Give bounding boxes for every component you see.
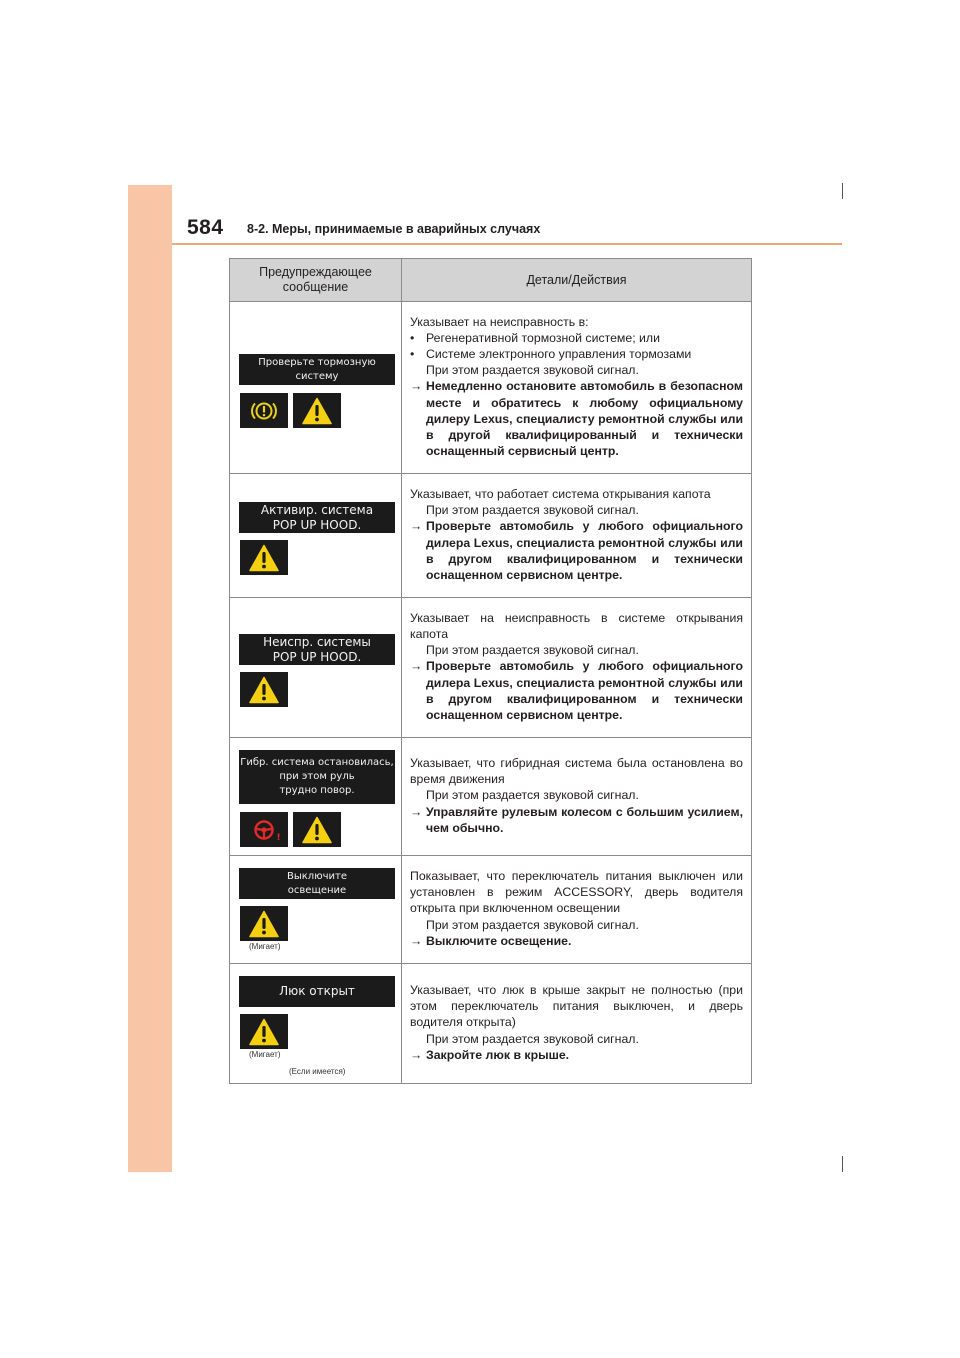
warning-visual-cell <box>230 964 402 1084</box>
desc-action: → Выключите освещение. <box>410 933 743 949</box>
warning-details-cell <box>402 964 752 1084</box>
table-row <box>230 474 752 598</box>
warning-visual-cell <box>230 302 402 474</box>
display-message-hybrid-stopped: Гибр. система остановилась, при этом руль трудно повор. <box>239 750 395 804</box>
desc-action: → Проверьте автомобиль у любого официального дилера Lexus, специалиста ремонтной службы или в другом квалифицированном и технически оснащенном сервисном центре. <box>410 518 743 583</box>
table-row <box>230 598 752 738</box>
blink-caption: (Мигает) <box>249 942 281 951</box>
table-row <box>230 738 752 856</box>
table-row <box>230 964 752 1084</box>
desc-action: → Закройте люк в крыше. <box>410 1047 743 1063</box>
warning-message-table <box>229 258 752 1084</box>
desc-note: При этом раздается звуковой сигнал. <box>426 363 639 378</box>
header-rule <box>172 243 842 245</box>
desc-note: При этом раздается звуковой сигнал. <box>426 917 639 932</box>
desc-note: При этом раздается звуковой сигнал. <box>426 1031 639 1046</box>
master-warning-icon <box>240 906 288 941</box>
desc-action: → Управляйте рулевым колесом с большим усилием, чем обычно. <box>410 804 743 836</box>
warning-visual-cell <box>230 474 402 598</box>
table-header-row <box>230 259 752 302</box>
display-message-brake: Проверьте тормозную систему <box>239 354 395 385</box>
desc-line: Указывает на неисправность в системе открывания капота <box>410 610 743 641</box>
desc-bullet: • Регенеративной тормозной системе; или <box>410 330 743 346</box>
warning-visual-cell <box>230 856 402 964</box>
table-row <box>230 856 752 964</box>
warning-details-cell <box>402 856 752 964</box>
warning-details-cell <box>402 474 752 598</box>
chapter-side-strip <box>128 185 172 1172</box>
warning-details-cell <box>402 302 752 474</box>
desc-action: → Проверьте автомобиль у любого официального дилера Lexus, специалиста ремонтной службы или в другом квалифицированном и технически оснащенном сервисном центре. <box>410 658 743 723</box>
warning-details-cell <box>402 598 752 738</box>
optional-note: (Если имеется) <box>289 1067 346 1076</box>
crop-mark-bottom <box>842 1156 843 1172</box>
page-number: 584 <box>187 216 224 239</box>
desc-line: Указывает, что люк в крыше закрыт не полностью (при этом переключатель питания выключен, и дверь водителя открыта) <box>410 982 743 1030</box>
display-message-hood-active: Активир. система POP UP HOOD. <box>239 502 395 533</box>
master-warning-icon <box>293 393 341 428</box>
warning-details-cell <box>402 738 752 856</box>
crop-mark-top <box>842 183 843 199</box>
display-message-hood-fault: Неиспр. системы POP UP HOOD. <box>239 634 395 665</box>
desc-line: Указывает на неисправность в: <box>410 314 589 329</box>
desc-note: При этом раздается звуковой сигнал. <box>426 788 639 803</box>
desc-line: Показывает, что переключатель питания выключен или установлен в режим ACCESSORY, дверь водителя открыта при включенном освещении <box>410 868 743 916</box>
col-header-details: Детали/Действия <box>402 259 752 302</box>
desc-note: При этом раздается звуковой сигнал. <box>426 643 639 658</box>
desc-action: → Немедленно остановите автомобиль в безопасном месте и обратитесь к любому официальному дилеру Lexus, специалисту ремонтной службы или в другой квалифицированный и технически оснащенный сервисный центр. <box>410 378 743 459</box>
display-message-lights: Выключите освещение <box>239 868 395 899</box>
col-header-message: Предупреждающее сообщение <box>230 259 402 302</box>
master-warning-icon <box>293 812 341 847</box>
table-row <box>230 302 752 474</box>
master-warning-icon <box>240 672 288 707</box>
warning-visual-cell <box>230 598 402 738</box>
desc-bullet: • Системе электронного управления тормозами <box>410 346 743 362</box>
brake-warning-icon <box>240 393 288 428</box>
power-steering-warning-icon <box>240 812 288 847</box>
blink-caption: (Мигает) <box>249 1050 281 1059</box>
master-warning-icon <box>240 1014 288 1049</box>
display-message-sunroof: Люк открыт <box>239 976 395 1007</box>
svg-text:!: ! <box>276 832 281 843</box>
desc-line: Указывает, что работает система открывания капота <box>410 486 711 501</box>
desc-note: При этом раздается звуковой сигнал. <box>426 503 639 518</box>
desc-line: Указывает, что гибридная система была остановлена во время движения <box>410 755 743 787</box>
section-title: 8-2. Меры, принимаемые в аварийных случаях <box>247 222 541 236</box>
warning-visual-cell <box>230 738 402 856</box>
master-warning-icon <box>240 540 288 575</box>
